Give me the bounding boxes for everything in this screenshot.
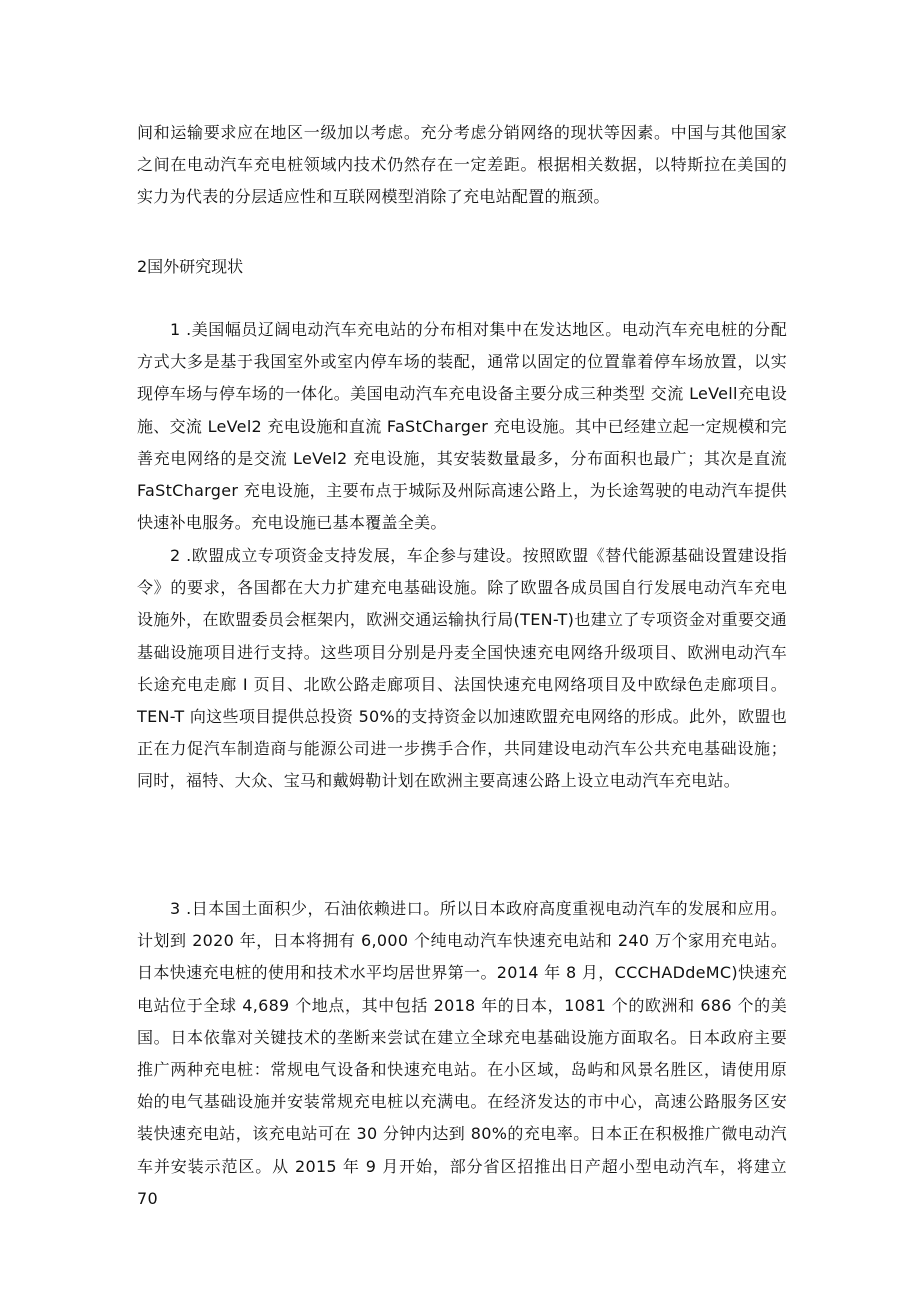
paragraph-usa [137,314,787,539]
paragraph-eu-text: 2 .欧盟成立专项资金支持发展，车企参与建设。按照欧盟《替代能源基础设置建设指令》的要求，各国都在大力扩建充电基础设施。除了欧盟各成员国自行发展电动汽车充电设施外，在欧盟委员会框架内，欧洲交通运输执行局(TEN-T)也建立了专项资金对重要交通基础设施项目进行支持。这些项目分别是丹麦全国快速充电网络升级项目、欧洲电动汽车长途充电走廊 I 页目、北欧公路走廊项目、法国快速充电网络项目及中欧绿色走廊项目。TEN-T 向这些项目提供总投资 50%的支持资金以加速欧盟充电网络的形成。此外，欧盟也正在力促汽车制造商与能源公司进一步携手合作，共同建设电动汽车公共充电基础设施；同时，福特、大众、宝马和戴姆勒计划在欧洲主要高速公路上设立电动汽车充电站。 [137,546,787,791]
section-heading: 2国外研究现状 [137,257,244,276]
intro-paragraph [137,117,787,214]
paragraph-japan-text: 3 .日本国土面积少，石油依赖进口。所以日本政府高度重视电动汽车的发展和应用。计划到 2020 年，日本将拥有 6,000 个纯电动汽车快速充电站和 240 万个家用充电站。日本快速充电桩的使用和技术水平均居世界第一。2014 年 8 月，CCCHADdeMC)快速充电站位于全球 4,689 个地点，其中包括 2018 年的日本，1081 个的欧洲和 686 个的美国。日本依靠对关键技术的垄断来尝试在建立全球充电基础设施方面取名。日本政府主要推广两种充电桩：常规电气设备和快速充电站。在小区域，岛屿和风景名胜区，请使用原始的电气基础设施并安装常规充电桩以充满电。在经济发达的市中心，高速公路服务区安装快速充电站，该充电站可在 30 分钟内达到 80%的充电率。日本正在积极推广微电动汽车并安装示范区。从 2015 年 9 月开始，部分省区招推出日产超小型电动汽车，将建立 70 [137,899,787,1208]
paragraph-usa-text: 1 .美国幅员辽阔电动汽车充电站的分布相对集中在发达地区。电动汽车充电桩的分配方式大多是基于我国室外或室内停车场的装配，通常以固定的位置靠着停车场放置，以实现停车场与停车场的一体化。美国电动汽车充电设备主要分成三种类型 交流 LeVell充电设施、交流 LeVel2 充电设施和直流 FaStCharger 充电设施。其中已经建立起一定规模和完善充电网络的是交流 LeVel2 充电设施，其安装数量最多，分布面积也最广；其次是直流 FaStCharger 充电设施，主要布点于城际及州际高速公路上，为长途驾驶的电动汽车提供快速补电服务。充电设施已基本覆盖全美。 [137,320,787,533]
paragraph-eu [137,540,787,798]
paragraph-japan [137,893,787,1215]
intro-paragraph-text: 间和运输要求应在地区一级加以考虑。充分考虑分销网络的现状等因素。中国与其他国家之间在电动汽车充电桩领域内技术仍然存在一定差距。根据相关数据，以特斯拉在美国的实力为代表的分层适应性和互联网模型消除了充电站配置的瓶颈。 [137,123,787,207]
